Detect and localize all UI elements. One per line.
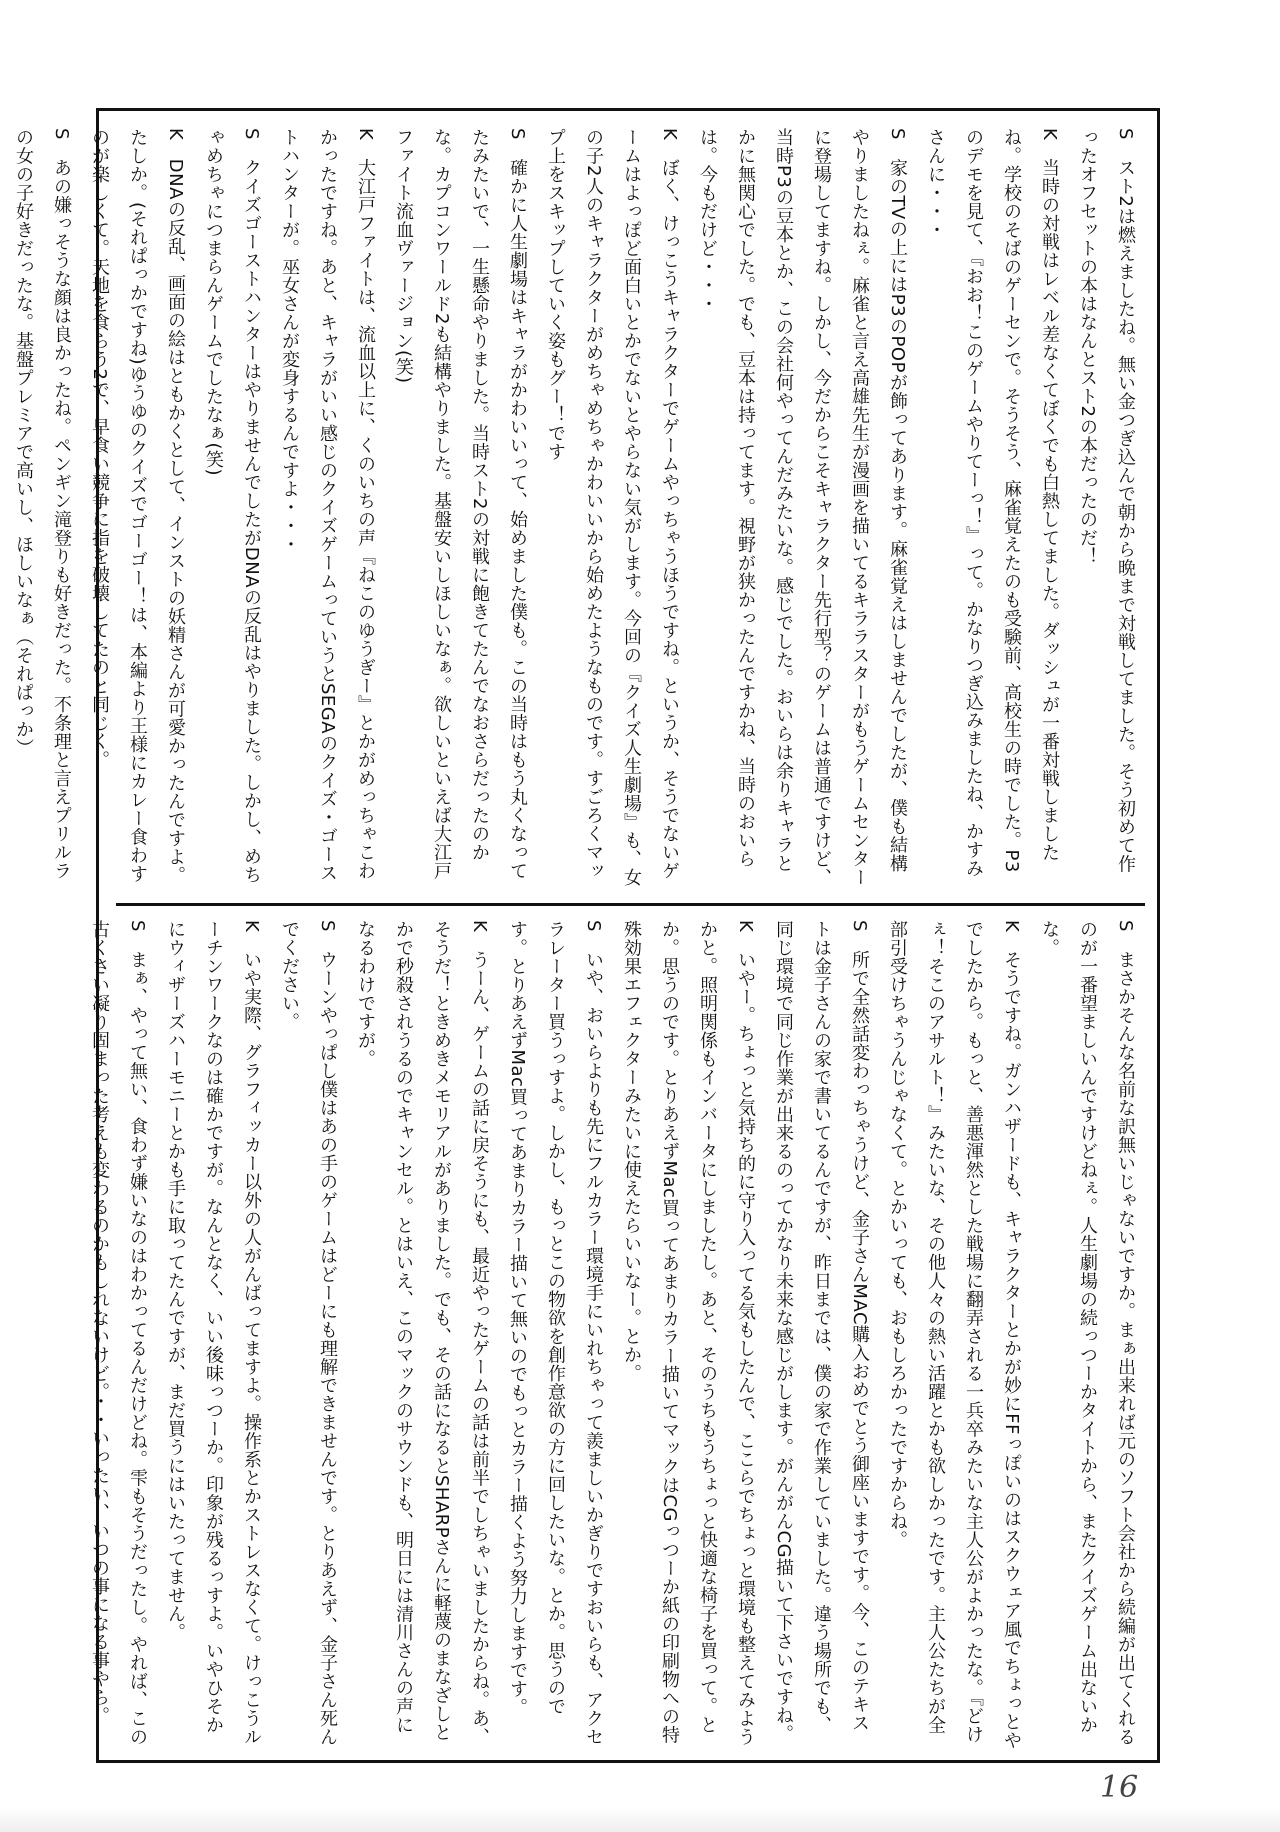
dialogue-line: K 当時の対戦はレベル差なくてぼくでも白熱してました。ダッシュが一番対戦しましたね。学校のそばのゲーセンで。そうそう、麻雀覚えたのも受験前、高校生の時でした。P3のデモを見て、『おお！このゲームやりてーっ！』って。かなりつぎ込みましたね、かすみさんに・・・ [925,128,1060,878]
dialogue-line: K いやー。ちょっと気持ち的に守り入ってる気もしたんで、ここらでちょっと環境も整えてみようかと。照明関係もインバータにしましたし。あと、そのうちもうちょっと快適な椅子を買って。とか。思うのです。とりあえずMac買ってあまりカラー描いてマックはCGっつーか紙の印刷物への特殊効果エフェクターみたいに使えたらいいなー。とか。 [621,920,756,1747]
dialogue-line: K うーん、ゲームの話に戻そうにも、最近やったゲームの話は前半でしちゃいましたからね。あ、そうだ！ときめきメモリアルがありました。でも、その話になるとSHARPさんに軽蔑のまなざしとかで秒殺されうるのでキャンセル。とはいえ、このマックのサウンドも、明日には清川さんの声になるわけですが。 [355,920,490,1747]
dialogue-line: S あの嫌っそうな顔は良かったね。ペンギン滝登りも好きだった。不条理と言えプリルラの女の子好きだったな。基盤プレミアで高いし、ほしいなぁ（それぱっか） [13,128,72,880]
dialogue-line: K いや実際、グラフィッカー以外の人がんばってますよ。操作系とかストレスなくて。けっこうルーチンワークなのは確かですが。なんとなく、いい後味っつーか。印象が残るっすよ。いやひそかにウィザーズハーモニーとかも手に取ってたんですが、まだ買うにはいたってません。 [165,920,262,1747]
section-divider [116,903,1145,906]
dialogue-line: S いや、おいらよりも先にフルカラー環境手にいれちゃって羨ましいかぎりですおいらも、アクセラレーター買うっすよ。しかし、もっとこの物欲を創作意欲の方に回したいな。とか。思うのです。とりあえずMac買ってあまりカラー描いて無いのでもっとカラー描くよう努力しますです。 [507,920,604,1746]
dialogue-line: K そうですね。ガンハザードも、キャラクターとかが妙にFFっぽいのはスクウェア風でちょっとやでしたから。もっと、善悪渾然とした戦場に翻弄される一兵卒みたいな主人公がよかったな。『どけぇ！そこのアサルト！』みたいな、その他人々の熱い活躍とかも欲しかったです。主人公たちが全部引受けちゃうんじゃなくて。とかいっても、おもしろかったですからね。 [887,920,1022,1750]
dialogue-line: S スト2は燃えましたね。無い金つぎ込んで朝から晩まで対戦してました。そう初めて作ったオフセットの本はなんとスト2の本だったのだ！ [1077,128,1136,874]
dialogue-line: S ウーンやっぱし僕はあの手のゲームはどーにも理解できませんです。とりあえず、金子さん死んでください。 [279,920,338,1746]
bottom-text-section [89,920,1144,1750]
dialogue-line: K ぼく、けっこうキャラクターでゲームやっちゃうほうですね。というか、そうでないゲームはよっぽど面白いとかでないとやらない気がします。今回の『クイズ人生劇場』も、女の子2人のキャラクターがめちゃめちゃかわいいから始めたようなものです。すごろくマップ上をスキップしていく姿もグー！です [545,128,680,887]
dialogue-line: S 確かに人生劇場はキャラがかわいいって、始めました僕も。この当時はもう丸くなってたみたいで、一生懸命やりました。当時スト2の対戦に飽きてたんでなおさらだったのかな。カプコンワールド2も結構やりました。基盤安いしほしいなぁ。欲しいといえば大江戸ファイト流血ヴァージョン(笑) [393,128,528,880]
dialogue-line: S クイズゴーストハンターはやりませんでしたがDNAの反乱はやりました。しかし、めちゃめちゃにつまらんゲームでしたなぁ(笑) [203,128,262,885]
dialogue-line: K 大江戸ファイトは、流血以上に、くのいちの声『ねこのゆうぎー』とかがめっちゃこわかったですね。あと、キャラがいい感じのクイズゲームっていうとSEGAのクイズ・ゴーストハンターが。巫女さんが変身するんですよ・・・ [279,128,376,883]
dialogue-line: S まさかそんな名前な訳無いじゃないですか。まぁ出来れば元のソフト会社から続編が出てくれるのが一番望ましいんですけどねぇ。人生劇場の続っつーかタイトから、またクイズゲーム出ないかな。 [1039,920,1136,1746]
page-number: 16 [1100,1770,1139,1805]
dialogue-line: S 所で全然話変わっちゃうけど、金子さんMAC購入おめでとう御座いますです。今、このテキストは金子さんの家で書いてるんですが、昨日までは、僕の家で作業していました。違う場所でも、同じ環境で同じ作業が出来るのってかなり未来な感じがします。がんがんCG描いて下さいですね。 [773,920,870,1744]
dialogue-line [0,128,4,888]
dialogue-line: K DNAの反乱、画面の絵はともかくとして、インストの妖精さんが可愛かったんですよ。たしか。(それぱっかですね)ゆうゆのクイズでゴーゴー！は、本編より王様にカレー食わすのが楽しくて。天地を食らう2で、早食い競争に指を破壊してたのと同じく。 [89,128,186,885]
dialogue-line: S 家のTVの上にはP3のPOPが飾ってあります。麻雀覚えはしませんでしたが、僕も結構やりましたねぇ。麻雀と言え高雄先生が漫画を描いてるキララスターがもうゲームセンターに登場してますね。しかし、今だからこそキャラクター先行型？のゲームは普通ですけど、当時P3の豆本とか、この会社何やってんだみたいな。感じでした。おいらは余りキャラとかに無関心でした。でも、豆本は持ってます。視野が狭かったんですかね、当時のおいらは。今もだけど・・・ [697,128,908,887]
top-text-section [13,128,1144,888]
dialogue-line: S まぁ、やって無い、食わず嫌いなのはわかってるんだけどね。雫もそうだったし。やれば、この古くさい凝り固まった考えも変わるのかもしれないけど。・・いったい、いつの事になる事やら。 [89,920,148,1746]
page-edge-shadow [0,1808,1280,1832]
